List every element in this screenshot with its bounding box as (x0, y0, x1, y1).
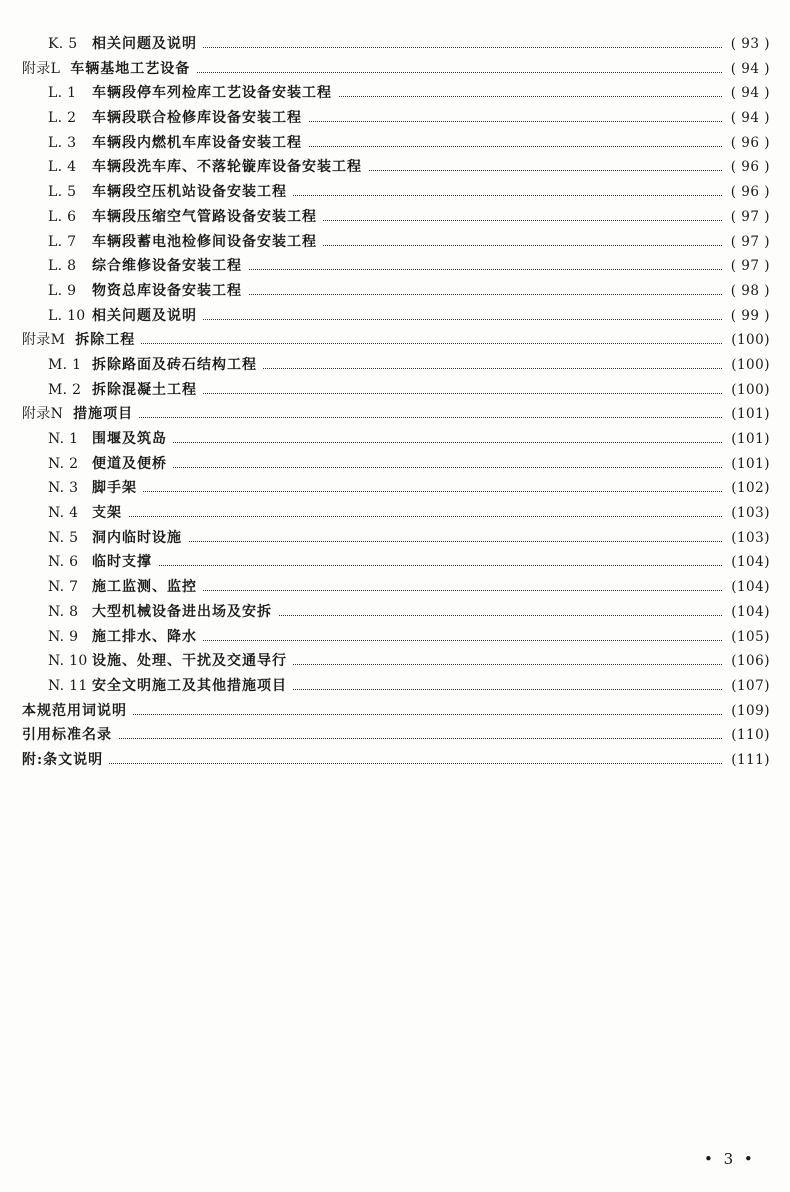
toc-entry-label (48, 526, 188, 551)
toc-entry-title: 拆除工程 (75, 332, 136, 349)
toc-entry-label (48, 649, 293, 674)
toc-entry-title: 车辆基地工艺设备 (70, 60, 191, 77)
toc-entry-page: (100) (722, 353, 770, 378)
toc-entry-page: ( 97 ) (722, 230, 770, 255)
toc-entry[interactable] (0, 625, 790, 650)
toc-entry-number: N. 4 (48, 505, 79, 522)
toc-entry-page: ( 96 ) (722, 180, 770, 205)
toc-entry-label (22, 57, 196, 82)
toc-entry-title: 相关问题及说明 (92, 307, 197, 324)
toc-entry-title: 施工排水、降水 (92, 628, 197, 645)
toc-entry-number: N. 7 (48, 579, 79, 596)
dot-leader (60, 417, 732, 418)
toc-entry-title: 围堰及筑岛 (92, 431, 167, 447)
toc-entry-label (48, 625, 203, 650)
toc-entry-page: ( 99 ) (722, 304, 770, 329)
toc-entry-page: (101) (722, 402, 770, 427)
toc-entry[interactable] (0, 131, 790, 156)
toc-entry-page: ( 97 ) (722, 205, 770, 230)
toc-entry-page: (101) (722, 427, 770, 452)
toc-entry-label (48, 32, 203, 57)
toc-entry-title: 措施项目 (73, 406, 134, 423)
toc-entry-label (22, 328, 141, 353)
toc-entry-page: (104) (722, 575, 770, 600)
toc-entry[interactable] (0, 57, 790, 82)
dot-leader (60, 763, 732, 764)
toc-entry-label (22, 748, 109, 773)
toc-entry-number: N. 6 (48, 554, 79, 571)
toc-entry-number: 附录L (22, 60, 61, 77)
toc-entry[interactable] (0, 254, 790, 279)
toc-entry[interactable] (0, 699, 790, 724)
toc-entry-label (48, 81, 338, 106)
toc-entry-label (48, 106, 308, 131)
toc-entry[interactable] (0, 748, 790, 773)
toc-entry-label (48, 427, 173, 452)
toc-entry-number: L. 3 (48, 134, 77, 151)
toc-entry-title: 便道及便桥 (92, 455, 167, 472)
toc-entry-number: N. 3 (48, 480, 79, 497)
toc-entry-page: (107) (722, 674, 770, 699)
toc-entry-page: ( 94 ) (722, 81, 770, 106)
toc-entry-label (22, 402, 139, 427)
toc-entry[interactable] (0, 649, 790, 674)
toc-entry-number: L. 4 (48, 159, 77, 176)
toc-entry-page: ( 93 ) (722, 32, 770, 57)
toc-entry[interactable] (0, 575, 790, 600)
toc-entry-page: (109) (722, 699, 770, 724)
toc-entry[interactable] (0, 526, 790, 551)
toc-entry-page: (100) (722, 378, 770, 403)
toc-entry[interactable] (0, 501, 790, 526)
toc-entry-page: ( 97 ) (722, 254, 770, 279)
toc-entry[interactable] (0, 230, 790, 255)
toc-entry-page: (101) (722, 452, 770, 477)
dot-leader (60, 565, 732, 566)
toc-entry-title: 相关问题及说明 (92, 36, 197, 52)
toc-entry-label (48, 205, 323, 230)
toc-entry[interactable] (0, 32, 790, 57)
toc-entry-page: (104) (722, 600, 770, 625)
toc-entry-number: 附录M (22, 332, 66, 349)
toc-entry-number: N. 5 (48, 529, 79, 546)
toc-entry-title: 本规范用词说明 (22, 702, 127, 719)
dot-leader (60, 714, 732, 715)
toc-entry-label (48, 674, 293, 699)
toc-entry-title: 车辆段停车列检库工艺设备安装工程 (92, 85, 332, 102)
toc-entry-number: M. 1 (48, 356, 82, 373)
toc-entry-number: N. 9 (48, 628, 79, 645)
toc-entry-label (48, 279, 248, 304)
toc-entry-title: 洞内临时设施 (92, 529, 182, 546)
toc-entry-label (48, 600, 278, 625)
toc-entry-number: K. 5 (48, 36, 78, 52)
toc-entry-page: (100) (722, 328, 770, 353)
toc-entry[interactable] (0, 452, 790, 477)
toc-entry-title: 拆除路面及砖石结构工程 (92, 356, 257, 373)
toc-entry-page: ( 94 ) (722, 57, 770, 82)
toc-entry[interactable] (0, 328, 790, 353)
page-number: • 3 • (704, 1150, 756, 1168)
toc-entry-label (48, 501, 128, 526)
toc-entry-title: 车辆段洗车库、不落轮镟库设备安装工程 (92, 159, 362, 176)
toc-entry-label (48, 180, 293, 205)
toc-entry-number: N. 1 (48, 431, 79, 447)
toc-entry-page: (110) (722, 723, 770, 748)
toc-entry-label (48, 155, 368, 180)
toc-entry-title: 车辆段内燃机车库设备安装工程 (92, 134, 302, 151)
toc-entry[interactable] (0, 180, 790, 205)
dot-leader (60, 516, 732, 517)
toc-entry-title: 支架 (92, 505, 122, 522)
toc-entry-title: 车辆段蓄电池检修间设备安装工程 (92, 233, 317, 250)
toc-entry-page: (105) (722, 625, 770, 650)
toc-entry-label (22, 723, 118, 748)
dot-leader (60, 491, 732, 492)
table-of-contents (0, 32, 790, 773)
toc-entry-title: 脚手架 (92, 480, 137, 497)
toc-entry-label (48, 378, 203, 403)
toc-entry[interactable] (0, 81, 790, 106)
toc-entry-number: L. 7 (48, 233, 77, 250)
toc-entry[interactable] (0, 427, 790, 452)
toc-entry[interactable] (0, 205, 790, 230)
toc-entry-title: 大型机械设备进出场及安拆 (92, 603, 272, 620)
toc-entry[interactable] (0, 353, 790, 378)
toc-entry[interactable] (0, 402, 790, 427)
toc-entry-title: 综合维修设备安装工程 (92, 258, 242, 275)
toc-entry-page: (106) (722, 649, 770, 674)
toc-entry[interactable] (0, 155, 790, 180)
dot-leader (60, 343, 732, 344)
toc-entry[interactable] (0, 106, 790, 131)
toc-entry[interactable] (0, 279, 790, 304)
toc-entry-label (48, 230, 323, 255)
toc-entry-number: L. 9 (48, 282, 77, 299)
toc-entry-number: L. 10 (48, 307, 86, 324)
toc-entry-title: 拆除混凝土工程 (92, 381, 197, 398)
toc-entry-title: 引用标准名录 (22, 727, 112, 744)
toc-entry-number: M. 2 (48, 381, 82, 398)
toc-entry-number: L. 1 (48, 85, 77, 102)
toc-entry-number: L. 6 (48, 208, 77, 225)
toc-entry-page: ( 94 ) (722, 106, 770, 131)
toc-entry-label (48, 353, 263, 378)
toc-entry[interactable] (0, 600, 790, 625)
toc-entry-number: N. 8 (48, 603, 79, 620)
toc-entry[interactable] (0, 674, 790, 699)
toc-entry[interactable] (0, 476, 790, 501)
toc-entry-page: ( 96 ) (722, 155, 770, 180)
toc-entry-number: L. 5 (48, 184, 77, 201)
toc-entry-page: ( 98 ) (722, 279, 770, 304)
toc-entry-label (22, 699, 133, 724)
toc-entry-page: (103) (722, 526, 770, 551)
toc-entry-label (48, 550, 158, 575)
toc-entry-label (48, 476, 143, 501)
toc-entry-title: 附:条文说明 (22, 751, 104, 768)
toc-entry-page: (103) (722, 501, 770, 526)
toc-entry-number: N. 2 (48, 455, 79, 472)
toc-entry-label (48, 452, 173, 477)
toc-entry-label (48, 575, 203, 600)
toc-entry-page: (111) (722, 748, 770, 773)
toc-entry-page: (102) (722, 476, 770, 501)
toc-entry-title: 车辆段空压机站设备安装工程 (92, 184, 287, 201)
toc-entry[interactable] (0, 304, 790, 329)
toc-entry-title: 安全文明施工及其他措施项目 (92, 677, 287, 694)
toc-entry[interactable] (0, 550, 790, 575)
toc-entry-title: 车辆段联合检修库设备安装工程 (92, 110, 302, 127)
toc-entry-number: N. 11 (48, 677, 88, 694)
toc-entry-label (48, 131, 308, 156)
toc-entry[interactable] (0, 378, 790, 403)
toc-entry-page: ( 96 ) (722, 131, 770, 156)
toc-entry-label (48, 254, 248, 279)
toc-entry[interactable] (0, 723, 790, 748)
toc-entry-page: (104) (722, 550, 770, 575)
toc-entry-title: 物资总库设备安装工程 (92, 282, 242, 299)
toc-entry-title: 车辆段压缩空气管路设备安装工程 (92, 208, 317, 225)
toc-entry-number: L. 2 (48, 110, 77, 127)
toc-entry-title: 临时支撑 (92, 554, 152, 571)
toc-entry-title: 设施、处理、干扰及交通导行 (92, 653, 287, 670)
dot-leader (60, 738, 732, 739)
toc-entry-number: 附录N (22, 406, 64, 423)
toc-entry-number: N. 10 (48, 653, 88, 670)
toc-entry-title: 施工监测、监控 (92, 579, 197, 596)
toc-entry-number: L. 8 (48, 258, 77, 275)
toc-entry-label (48, 304, 203, 329)
